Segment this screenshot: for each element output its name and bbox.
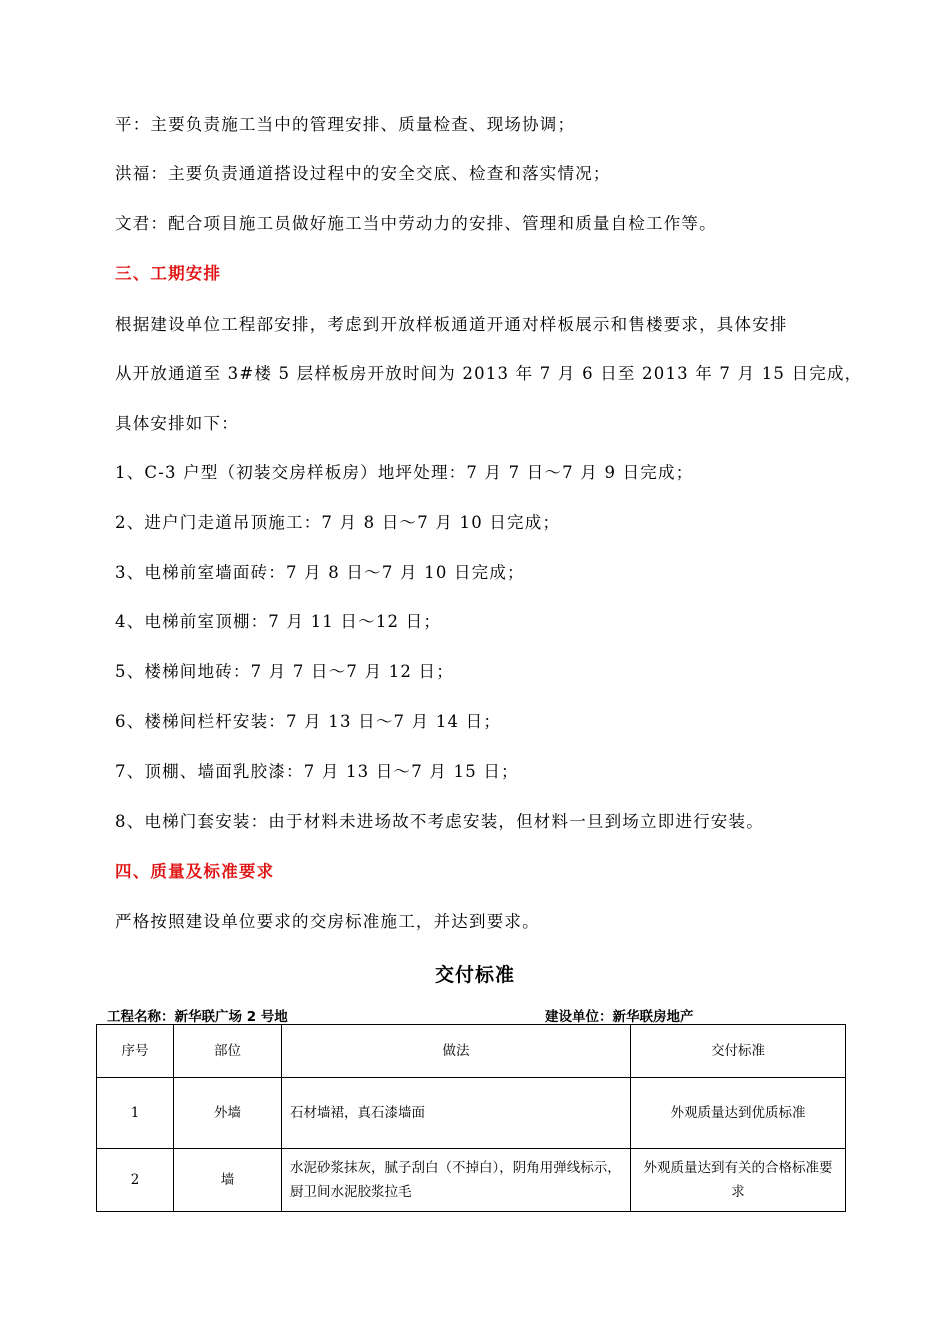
header-cell: 做法 bbox=[282, 1025, 631, 1078]
schedule-item: 3、电梯前室墙面砖：7 月 8 日～7 月 10 日完成； bbox=[115, 563, 525, 582]
table-cell: 外观质量达到有关的合格标准要求 bbox=[631, 1149, 846, 1212]
schedule-intro-line: 根据建设单位工程部安排，考虑到开放样板通道开通对样板展示和售楼要求，具体安排 bbox=[115, 315, 788, 334]
quality-text: 严格按照建设单位要求的交房标准施工，并达到要求。 bbox=[115, 912, 540, 931]
responsibility-line: 洪福：主要负责通道搭设过程中的安全交底、检查和落实情况； bbox=[115, 164, 611, 183]
table-cell: 水泥砂浆抹灰，腻子刮白（不掉白），阴角用弹线标示，厨卫间水泥胶浆拉毛 bbox=[282, 1149, 631, 1212]
table-cell: 石材墙裙，真石漆墙面 bbox=[282, 1078, 631, 1149]
schedule-item: 2、进户门走道吊顶施工：7 月 8 日～7 月 10 日完成； bbox=[115, 513, 561, 532]
table-cell: 2 bbox=[97, 1149, 174, 1212]
schedule-item: 5、楼梯间地砖：7 月 7 日～7 月 12 日； bbox=[115, 662, 454, 681]
responsibility-line: 文君：配合项目施工员做好施工当中劳动力的安排、管理和质量自检工作等。 bbox=[115, 214, 717, 233]
schedule-item: 4、电梯前室顶棚：7 月 11 日～12 日； bbox=[115, 612, 442, 631]
header-cell: 序号 bbox=[97, 1025, 174, 1078]
table-cell: 外观质量达到优质标准 bbox=[631, 1078, 846, 1149]
schedule-intro-line: 具体安排如下： bbox=[115, 414, 239, 433]
delivery-standard-table bbox=[96, 1024, 846, 1212]
delivery-table-title: 交付标准 bbox=[434, 964, 515, 986]
table-cell: 墙 bbox=[174, 1149, 282, 1212]
table-row bbox=[97, 1078, 846, 1149]
table-cell: 外墙 bbox=[174, 1078, 282, 1149]
schedule-item: 7、顶棚、墙面乳胶漆：7 月 13 日～7 月 15 日； bbox=[115, 762, 519, 781]
schedule-intro-line: 从开放通道至 3#楼 5 层样板房开放时间为 2013 年 7 月 6 日至 2013 年 7 月 15 日完成， bbox=[115, 364, 863, 383]
schedule-item: 6、楼梯间栏杆安装：7 月 13 日～7 月 14 日； bbox=[115, 712, 502, 731]
table-row bbox=[97, 1149, 846, 1212]
schedule-item: 1、C-3 户型（初装交房样板房）地坪处理：7 月 7 日～7 月 9 日完成； bbox=[115, 463, 694, 482]
header-cell: 交付标准 bbox=[631, 1025, 846, 1078]
header-cell: 部位 bbox=[174, 1025, 282, 1078]
table-header-row bbox=[97, 1025, 846, 1078]
owner-unit: 建设单位：新华联房地产 bbox=[545, 1009, 694, 1025]
table-cell: 1 bbox=[97, 1078, 174, 1149]
section-heading-schedule: 三、工期安排 bbox=[115, 264, 222, 283]
section-heading-quality: 四、质量及标准要求 bbox=[115, 862, 275, 881]
schedule-item: 8、电梯门套安装：由于材料未进场故不考虑安装，但材料一旦到场立即进行安装。 bbox=[115, 812, 764, 831]
responsibility-line: 平：主要负责施工当中的管理安排、质量检查、现场协调； bbox=[115, 115, 576, 134]
project-name: 工程名称：新华联广场 2 号地 bbox=[107, 1009, 288, 1025]
